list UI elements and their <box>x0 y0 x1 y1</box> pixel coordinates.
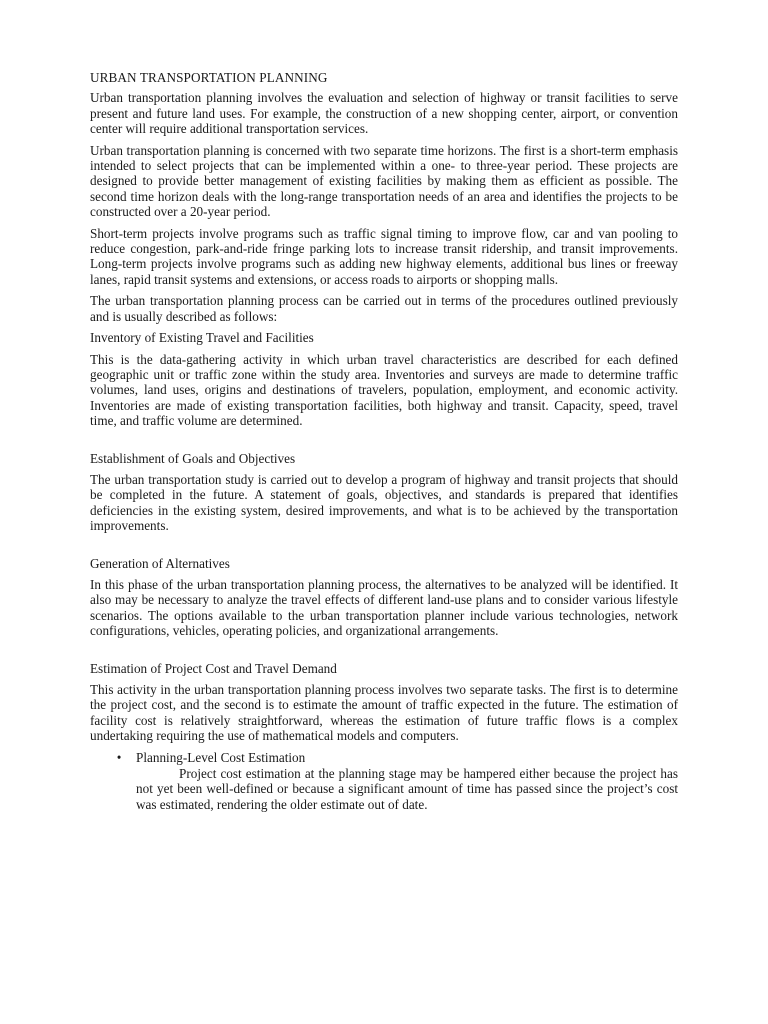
section-heading: Inventory of Existing Travel and Facilities <box>90 330 314 346</box>
section-body: This activity in the urban transportation planning process involves two separate tasks. The first is to determine the project cost, and the second is to estimate the amount of traffic expected in the future. The estimation of facility cost is relatively straightforward, whereas the estimation of future traffic flows is a complex undertaking requiring the use of mathematical models and computers. <box>90 682 678 744</box>
intro-paragraph: Short-term projects involve programs such as traffic signal timing to improve flow, car and van pooling to reduce congestion, park-and-ride fringe parking lots to increase transit ridership, and transit improvements. Long-term projects involve programs such as adding new highway elements, additional bus lines or freeway lanes, rapid transit systems and extensions, or access roads to airports or shopping malls. <box>90 225 678 287</box>
intro-paragraph: Urban transportation planning is concerned with two separate time horizons. The first is a short-term emphasis intended to select projects that can be implemented within a one- to three-year period. These projects are designed to provide better management of existing facilities by making them as efficient as possible. The second time horizon deals with the long-range transportation needs of an area and identifies the projects to be constructed over a 20-year period. <box>90 142 678 220</box>
document-page <box>90 70 678 812</box>
intro-paragraph: The urban transportation planning process can be carried out in terms of the procedures outlined previously and is usually described as follows: <box>90 293 678 324</box>
section-heading: Establishment of Goals and Objectives <box>90 450 296 466</box>
bullet-body: Project cost estimation at the planning stage may be hampered either because the project has not yet been well-defined or because a significant amount of time has passed since the project’s cost was estimated, rendering the older estimate out of date. <box>136 766 678 812</box>
list-item <box>112 750 678 813</box>
document-title: URBAN TRANSPORTATION PLANNING <box>90 70 328 85</box>
bullet-list <box>90 750 678 813</box>
section-body: In this phase of the urban transportation planning process, the alternatives to be analyzed will be identified. It also may be necessary to analyze the travel effects of different land-use plans and to consider various lifestyle scenarios. The options available to the urban transportation planner include various technologies, network configurations, vehicles, operating policies, and organizational arrangements. <box>90 576 678 639</box>
intro-paragraph: Urban transportation planning involves the evaluation and selection of highway or transit facilities to serve present and future land uses. For example, the construction of a new shopping center, airport, or convention center will require additional transportation services. <box>90 90 678 137</box>
bullet-title: Planning-Level Cost Estimation <box>136 749 306 765</box>
section-body: The urban transportation study is carried out to develop a program of highway and transit projects that should be completed in the future. A statement of goals, objectives, and standards is prepared that identifies deficiencies in the existing system, desired improvements, and what is to be achieved by the transportation improvements. <box>90 471 678 534</box>
bullet-icon: • <box>116 749 122 765</box>
section-body: This is the data-gathering activity in which urban travel characteristics are described for each defined geographic unit or traffic zone within the study area. Inventories and surveys are made to determine traffic volumes, land uses, origins and destinations of travelers, population, employment, and economic activity. Inventories are made of existing transportation facilities, both highway and transit. Capacity, speed, travel time, and traffic volume are determined. <box>90 351 678 429</box>
section-heading: Generation of Alternatives <box>90 555 230 571</box>
section-heading: Estimation of Project Cost and Travel Demand <box>90 660 337 676</box>
